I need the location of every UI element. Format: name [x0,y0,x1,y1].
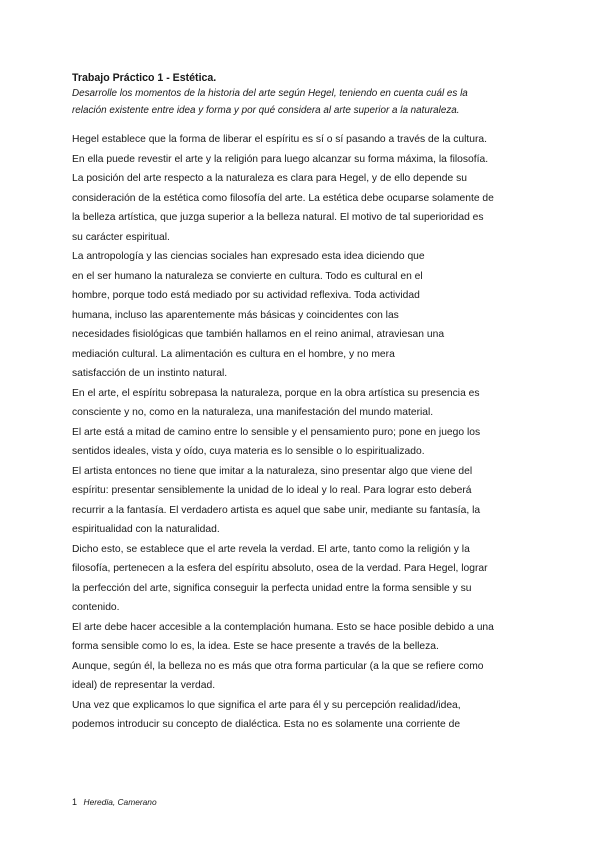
body-text-line: El artista entonces no tiene que imitar a la naturaleza, sino presentar algo que viene del [72,465,473,477]
body-text-line: El arte está a mitad de camino entre lo sensible y el pensamiento puro; pone en juego los [72,426,481,438]
body-text-line: filosofía, pertenecen a la esfera del espíritu absoluto, osea de la verdad. Para Hegel, lograr [72,563,488,574]
body-text-line: forma sensible como lo es, la idea. Este se hace presente a través de la belleza. [72,641,439,652]
body-text-line: Dicho esto, se establece que el arte revela la verdad. El arte, tanto como la religión y la [72,543,470,555]
body-text-line: su carácter espiritual. [72,231,170,243]
body-text-line: contenido. [72,602,120,613]
authors: Heredia, Camerano [83,797,157,807]
body-text-line: ideal) de representar la verdad. [72,680,216,691]
body-text-line: Hegel establece que la forma de liberar el espíritu es sí o sí pasando a través de la cultura. [72,134,487,145]
body-text-line: satisfacción de un instinto natural. [72,368,228,379]
body-text-line: sentidos ideales, vista y oído, cuya materia es lo sensible o lo espiritualizado. [72,446,425,457]
body-text-line: En ella puede revestir el arte y la religión para luego alcanzar su forma máxima, la filosofía. [72,153,489,165]
body-text-line: humana, incluso las aparentemente más básicas y coincidentes con las [72,309,399,321]
body-text-line: El arte debe hacer accesible a la contemplación humana. Esto se hace posible debido a una [72,621,494,633]
body-text-line: espiritualidad con la naturalidad. [72,524,220,535]
assignment-header [72,71,532,119]
body-text-line: consideración de la estética como filosofía del arte. La estética debe ocuparse solamente de [72,192,494,204]
body-text-line: necesidades fisiológicas que también hallamos en el reino animal, atraviesan una [72,329,445,340]
body-text-line: recurrir a la fantasía. El verdadero artista es aquel que sabe unir, mediante su fantasía, la [72,504,481,516]
assignment-prompt-line: Desarrolle los momentos de la historia del arte según Hegel, teniendo en cuenta cuál es la [72,88,468,99]
page-footer [72,797,157,807]
body-text-line: hombre, porque todo está mediado por su actividad reflexiva. Toda actividad [72,290,420,301]
page-number: 1 [72,797,78,807]
body-text-line: podemos introducir su concepto de dialéctica. Esta no es solamente una corriente de [72,719,461,730]
body-text-line: La antropología y las ciencias sociales han expresado esta idea diciendo que [72,251,425,262]
assignment-prompt-line: relación existente entre idea y forma y por qué considera al arte superior a la naturaleza. [72,105,460,116]
assignment-title: Trabajo Práctico 1 - Estética. [72,72,217,84]
body-text-line: En el arte, el espíritu sobrepasa la naturaleza, porque en la obra artística su presencia es [72,387,480,399]
body-text-line: Aunque, según él, la belleza no es más que otra forma particular (a la que se refiere como [72,660,484,672]
body-text-line: la belleza artística, que juzga superior a la belleza natural. El motivo de tal superioridad es [72,212,484,223]
essay-body [72,130,542,735]
body-text-line: Una vez que explicamos lo que significa el arte para él y su percepción realidad/idea, [72,699,461,711]
body-text-line: La posición del arte respecto a la naturaleza es clara para Hegel, y de ello depende su [72,173,467,184]
body-text-line: mediación cultural. La alimentación es cultura en el hombre, y no mera [72,348,395,360]
body-text-line: consciente y no, como en la naturaleza, una manifestación del mundo material. [72,407,434,418]
body-text-line: en el ser humano la naturaleza se convierte en cultura. Todo es cultural en el [72,270,423,282]
body-text-line: espíritu: presentar sensiblemente la unidad de lo ideal y lo real. Para lograr esto deberá [72,485,472,496]
body-text-line: la perfección del arte, significa conseguir la perfecta unidad entre la forma sensible y su [72,582,472,594]
